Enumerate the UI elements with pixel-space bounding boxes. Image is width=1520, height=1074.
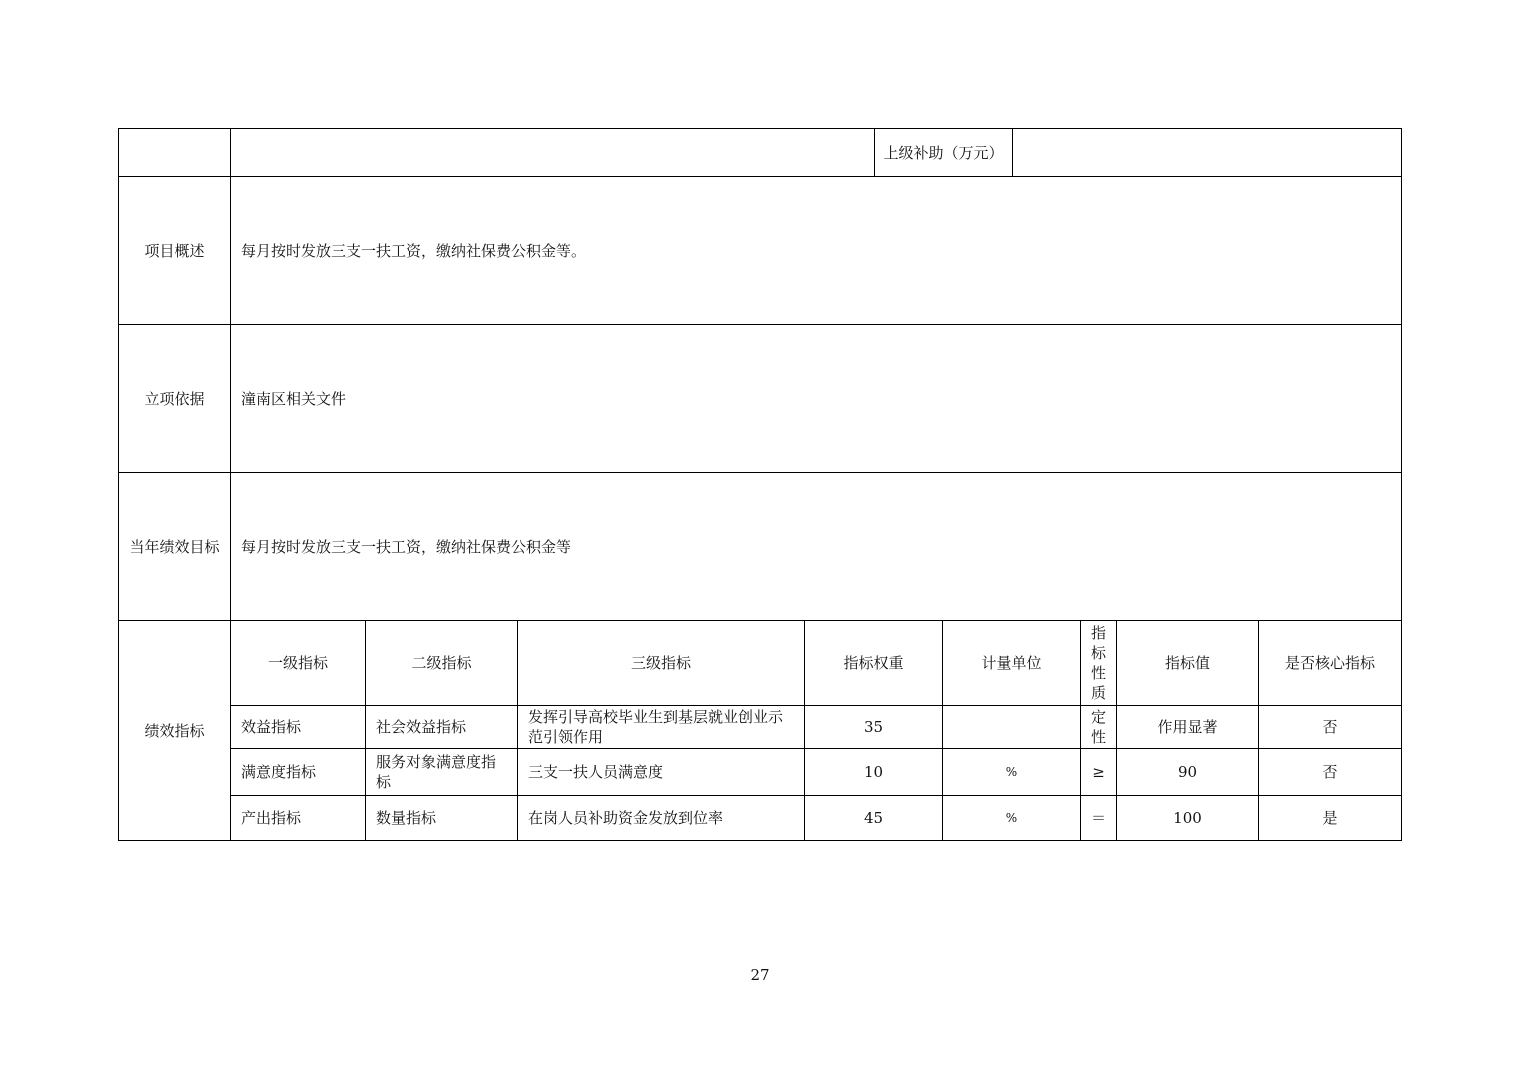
- header-value: 指标值: [1116, 620, 1259, 706]
- row1-value: 作用显著: [1116, 705, 1259, 749]
- row1-weight: 35: [804, 705, 943, 749]
- overview-label: 项目概述: [118, 176, 231, 325]
- row3-level2: 数量指标: [365, 795, 518, 841]
- header-core: 是否核心指标: [1258, 620, 1402, 706]
- indicators-label: 绩效指标: [118, 620, 231, 841]
- row2-value: 90: [1116, 748, 1259, 796]
- row1-nature: 定性: [1080, 705, 1117, 749]
- row3-level3: 在岗人员补助资金发放到位率: [517, 795, 805, 841]
- row1-level2: 社会效益指标: [365, 705, 518, 749]
- row2-level3: 三支一扶人员满意度: [517, 748, 805, 796]
- row3-value: 100: [1116, 795, 1259, 841]
- top-row-empty-label: [118, 128, 231, 177]
- subsidy-label: 上级补助（万元）: [874, 128, 1013, 177]
- row3-unit: %: [942, 795, 1081, 841]
- row3-nature: ＝: [1080, 795, 1117, 841]
- row3-core: 是: [1258, 795, 1402, 841]
- row2-level2: 服务对象满意度指标: [365, 748, 518, 796]
- overview-text: 每月按时发放三支一扶工资，缴纳社保费公积金等。: [230, 176, 1402, 325]
- row1-unit: [942, 705, 1081, 749]
- header-level3: 三级指标: [517, 620, 805, 706]
- row2-core: 否: [1258, 748, 1402, 796]
- top-row-empty-value: [230, 128, 875, 177]
- goal-text: 每月按时发放三支一扶工资，缴纳社保费公积金等: [230, 472, 1402, 621]
- goal-label: 当年绩效目标: [118, 472, 231, 621]
- header-level2: 二级指标: [365, 620, 518, 706]
- row3-level1: 产出指标: [230, 795, 366, 841]
- header-nature: 指标性质: [1080, 620, 1117, 706]
- row2-nature: ≥: [1080, 748, 1117, 796]
- page-number: 27: [750, 966, 770, 984]
- row1-core: 否: [1258, 705, 1402, 749]
- row2-unit: %: [942, 748, 1081, 796]
- row1-level1: 效益指标: [230, 705, 366, 749]
- subsidy-value: [1012, 128, 1402, 177]
- row3-weight: 45: [804, 795, 943, 841]
- basis-text: 潼南区相关文件: [230, 324, 1402, 473]
- row2-weight: 10: [804, 748, 943, 796]
- row2-level1: 满意度指标: [230, 748, 366, 796]
- row1-level3: 发挥引导高校毕业生到基层就业创业示范引领作用: [517, 705, 805, 749]
- header-unit: 计量单位: [942, 620, 1081, 706]
- header-level1: 一级指标: [230, 620, 366, 706]
- basis-label: 立项依据: [118, 324, 231, 473]
- header-weight: 指标权重: [804, 620, 943, 706]
